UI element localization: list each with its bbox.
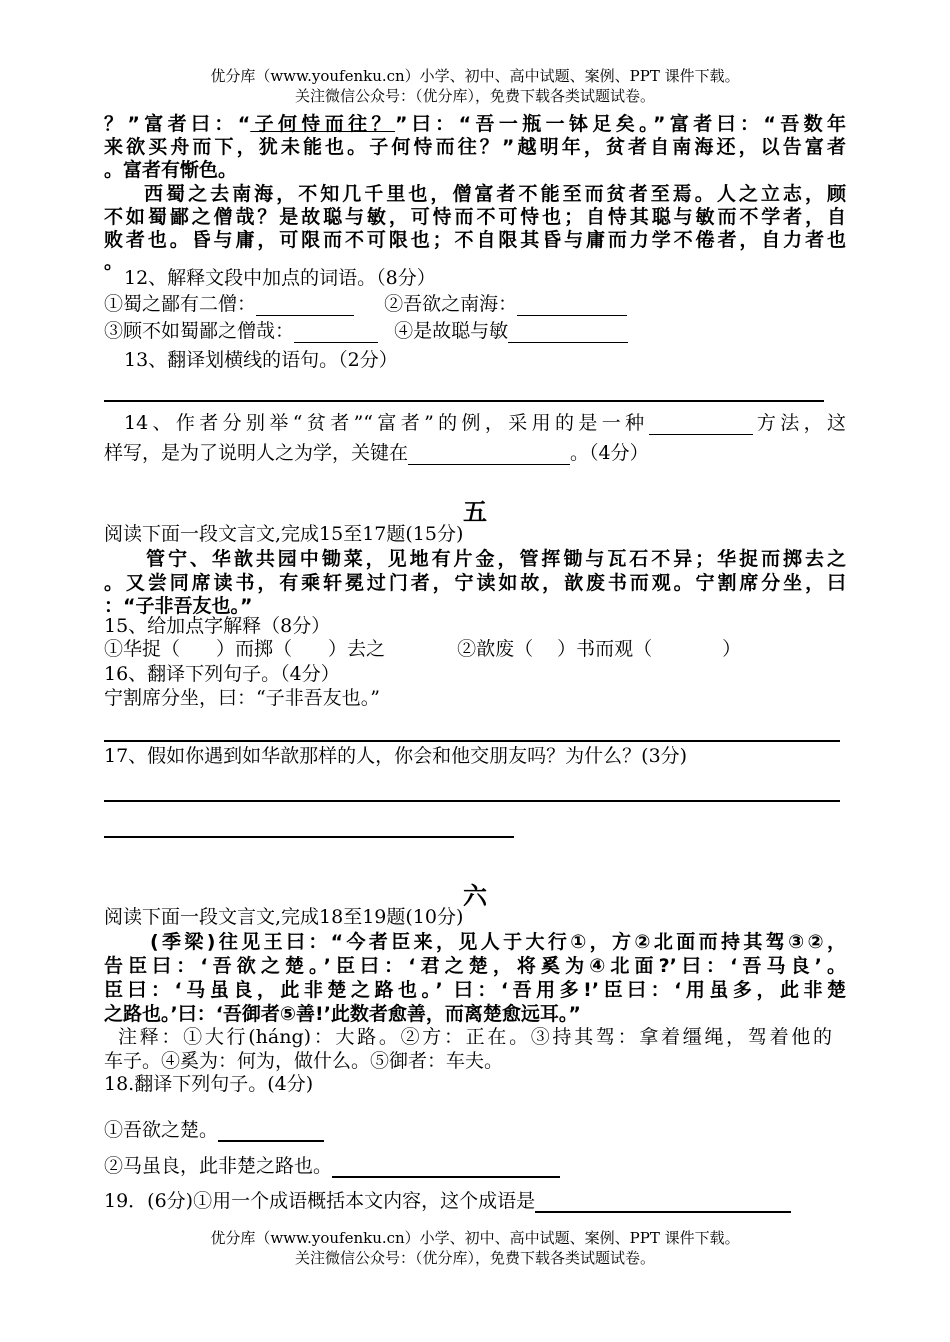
answer-line[interactable] <box>104 836 514 838</box>
passage4-line-6: 败者也。昏与庸，可限而不可限也；不自限其昏与庸而力学不倦者，自力者也 <box>104 229 846 251</box>
passage4-line-7: 。 <box>104 251 124 273</box>
answer-blank[interactable] <box>256 297 354 316</box>
question-19: 19．(6分)①用一个成语概括本文内容，这个成语是 <box>104 1189 791 1213</box>
passage6-line-1: (季梁)往见王曰：“今者臣来，见人于大行①，方②北面而持其驾③②， <box>150 931 846 953</box>
passage4-line-2: 来欲买舟而下，犹未能也。子何恃而往？”越明年，贫者自南海还，以告富者 <box>104 136 846 158</box>
answer-line[interactable] <box>104 800 840 802</box>
passage4-line-1: ？”富者曰：“子何恃而往？”曰：“吾一瓶一钵足矣。”富者曰：“吾数年 <box>104 113 846 135</box>
question-18: 18.翻译下列句子。(4分) <box>104 1073 314 1095</box>
answer-blank[interactable] <box>332 1158 560 1178</box>
answer-blank[interactable] <box>517 297 627 316</box>
passage5-line-3: ：“子非吾友也。” <box>104 595 253 617</box>
passage4-line-4: 西蜀之去南海，不知几千里也，僧富者不能至而贫者至焉。人之立志，顾 <box>144 183 846 205</box>
question-18-item-2: ②马虽良，此非楚之路也。 <box>104 1154 560 1178</box>
question-12-item-3-4: ③顾不如蜀鄙之僧哉： ④是故聪与敏 <box>104 319 628 343</box>
header-line-2: 关注微信公众号：（优分库），免费下载各类试题试卷。 <box>294 87 655 105</box>
section-6-title: 六 <box>463 881 487 910</box>
header-line-1: 优分库（www.youfenku.cn）小学、初中、高中试题、案例、PPT 课件下载。 <box>210 67 740 85</box>
question-14-line-1: 14、作者分别举“贫者”“富者”的例，采用的是一种 方法，这 <box>124 412 846 434</box>
section-6-intro: 阅读下面一段文言文,完成18至19题(10分) <box>104 906 464 928</box>
passage6-line-3: 臣曰：‘马虽良，此非楚之路也。’ 曰：‘吾用多!’臣曰：‘用虽多，此非楚 <box>104 979 846 1001</box>
passage5-line-2: 。又尝同席读书，有乘轩冕过门者，宁读如故，歆废书而观。宁割席分坐，曰 <box>104 572 846 594</box>
passage4-line-3: 。富者有惭色。 <box>104 159 238 181</box>
question-12-item-1-2: ①蜀之鄙有二僧： ②吾欲之南海： <box>104 292 627 316</box>
answer-line[interactable] <box>104 400 824 402</box>
question-13: 13、翻译划横线的语句。（2分） <box>124 349 398 371</box>
passage5-line-1: 管宁、华歆共园中锄菜，见地有片金，管挥锄与瓦石不异；华捉而掷去之 <box>146 548 846 570</box>
footer-line-1: 优分库（www.youfenku.cn）小学、初中、高中试题、案例、PPT 课件下载。 <box>210 1229 740 1247</box>
passage6-line-4: 之路也。’曰：‘吾御者⑤善!’此数者愈善，而离楚愈远耳。” <box>104 1003 581 1025</box>
question-15-items: ①华捉（ ）而掷（ ）去之 ②歆废（ ）书而观（ ） <box>104 638 742 660</box>
section-5-title: 五 <box>463 497 487 526</box>
answer-blank[interactable] <box>218 1122 324 1142</box>
footer-line-2: 关注微信公众号：（优分库），免费下载各类试题试卷。 <box>294 1249 655 1267</box>
question-16-sentence: 宁割席分坐，曰：“子非吾友也。” <box>104 687 380 709</box>
question-14-line-2: 样写，是为了说明人之为学，关键在 。（4分） <box>104 442 649 464</box>
question-12: 12、解释文段中加点的词语。（8分） <box>124 267 436 289</box>
question-18-item-1: ①吾欲之楚。 <box>104 1118 324 1142</box>
question-15: 15、给加点字解释（8分） <box>104 615 331 637</box>
passage4-line-5: 不如蜀鄙之僧哉？是故聪与敏，可恃而不可恃也；自恃其聪与敏而不学者，自 <box>104 206 846 228</box>
notes-line-2: 车子。④奚为：何为，做什么。⑤御者：车夫。 <box>104 1050 504 1072</box>
section-5-intro: 阅读下面一段文言文,完成15至17题(15分) <box>104 523 464 545</box>
passage6-line-2: 告臣曰：‘吾欲之楚。’臣曰：‘君之楚，将奚为④北面?’曰：‘吾马良’。 <box>104 955 846 977</box>
answer-blank[interactable] <box>649 416 753 435</box>
question-16: 16、翻译下列句子。（4分） <box>104 663 340 685</box>
answer-blank[interactable] <box>535 1193 791 1213</box>
notes-line-1: 注释：①大行(háng)：大路。②方：正在。③持其驾：拿着缰绳，驾着他的 <box>118 1026 832 1048</box>
question-17: 17、假如你遇到如华歆那样的人，你会和他交朋友吗？为什么？(3分) <box>104 745 688 767</box>
answer-blank[interactable] <box>294 324 378 343</box>
answer-blank[interactable] <box>408 446 570 465</box>
answer-blank[interactable] <box>508 324 628 343</box>
underlined-sentence: 子何恃而往？ <box>250 113 395 135</box>
answer-line[interactable] <box>104 740 840 742</box>
